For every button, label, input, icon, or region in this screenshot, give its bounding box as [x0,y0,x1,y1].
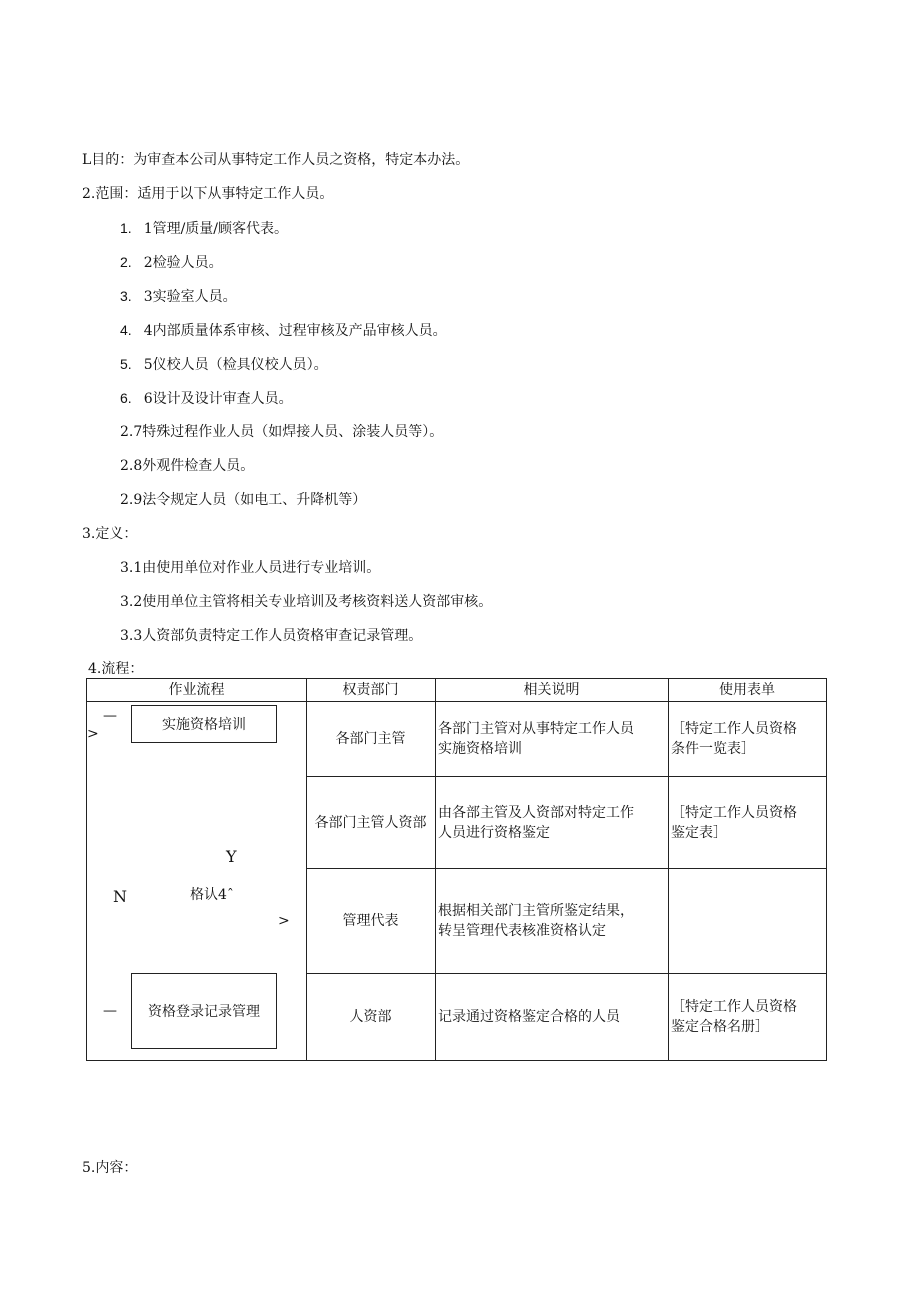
scope-sub-item: 2.9法令规定人员（如电工、升降机等） [120,492,367,508]
desc-line: 实施资格培训 [438,741,522,757]
flow-decision-label: 格认4ˆ [190,887,234,903]
flow-box-training: 实施资格培训 [131,705,277,743]
flow-arrow: > [278,913,290,929]
form-line: ［特定工作人员资格 [671,999,797,1015]
desc-line: 转呈管理代表核准资格认定 [438,923,606,939]
row-form [669,777,826,868]
list-number: 4. [120,322,132,338]
purpose-text: L目的：为审查本公司从事特定工作人员之资格，特定本办法。 [82,152,470,168]
form-line: ［特定工作人员资格 [671,721,797,737]
flow-dash: — [103,708,117,724]
list-number: 6. [120,390,132,406]
row-form [669,702,826,776]
list-text: 3实验室人员。 [143,289,237,305]
list-number: 3. [120,288,132,304]
process-table [86,678,827,1061]
form-line: 鉴定合格名册］ [671,1019,769,1035]
row-desc [436,974,668,1060]
scope-item [120,321,447,340]
row-desc [436,702,668,776]
desc-line: 记录通过资格鉴定合格的人员 [438,1009,620,1025]
process-heading: 4.流程： [88,661,144,677]
row-dept: 各部门主管人资部 [314,814,427,831]
desc-line: 根据相关部门主管所鉴定结果， [438,903,634,919]
flow-box-record: 资格登录记录管理 [131,973,277,1049]
row-dept: 人资部 [349,1009,392,1025]
row-desc [436,869,668,973]
form-line: 条件一览表］ [671,741,755,757]
scope-item [120,355,328,374]
row-dept: 管理代表 [342,913,399,929]
list-text: 1管理/质量/顾客代表。 [143,221,289,237]
header-form: 使用表单 [719,682,775,698]
list-number: 2. [120,254,132,270]
list-text: 2检验人员。 [143,255,223,271]
list-number: 5. [120,356,132,372]
content-heading: 5.内容： [82,1160,138,1176]
scope-sub-item: 2.8外观件检查人员。 [120,458,255,474]
desc-line: 各部门主管对从事特定工作人员 [438,721,634,737]
scope-item [120,389,293,408]
header-desc: 相关说明 [523,682,580,698]
form-line: 鉴定表］ [671,824,727,841]
scope-heading: 2.范围：适用于以下从事特定工作人员。 [82,186,334,202]
row-form [669,974,826,1060]
definition-item: 3.1由使用单位对作业人员进行专业培训。 [120,560,381,576]
flow-dash: — [103,1003,117,1019]
flow-yes-mark: Y [226,847,237,866]
definition-item: 3.2使用单位主管将相关专业培训及考核资料送人资部审核。 [120,594,493,610]
scope-item [120,253,223,272]
list-text: 4内部质量体系审核、过程审核及产品审核人员。 [143,323,447,339]
form-line: ［特定工作人员资格 [671,804,797,821]
flow-arrow: > [87,726,99,742]
scope-item [120,287,237,306]
definition-item: 3.3人资部负责特定工作人员资格审查记录管理。 [120,628,423,644]
list-text: 6设计及设计审查人员。 [143,391,293,407]
row-desc [436,777,668,868]
list-text: 5仪校人员（检具仪校人员）。 [143,357,328,373]
scope-item [120,219,288,238]
scope-sub-item: 2.7特殊过程作业人员（如焊接人员、涂装人员等）。 [120,424,444,440]
header-dept: 权责部门 [342,682,399,698]
row-form [669,869,826,973]
definition-heading: 3.定义： [82,526,138,542]
row-dept: 各部门主管 [335,731,406,747]
header-flow: 作业流程 [168,682,225,698]
flow-no-mark: N [113,887,127,906]
desc-line: 人员进行资格鉴定 [438,824,550,841]
desc-line: 由各部主管及人资部对特定工作 [438,804,634,821]
list-number: 1. [120,220,132,236]
